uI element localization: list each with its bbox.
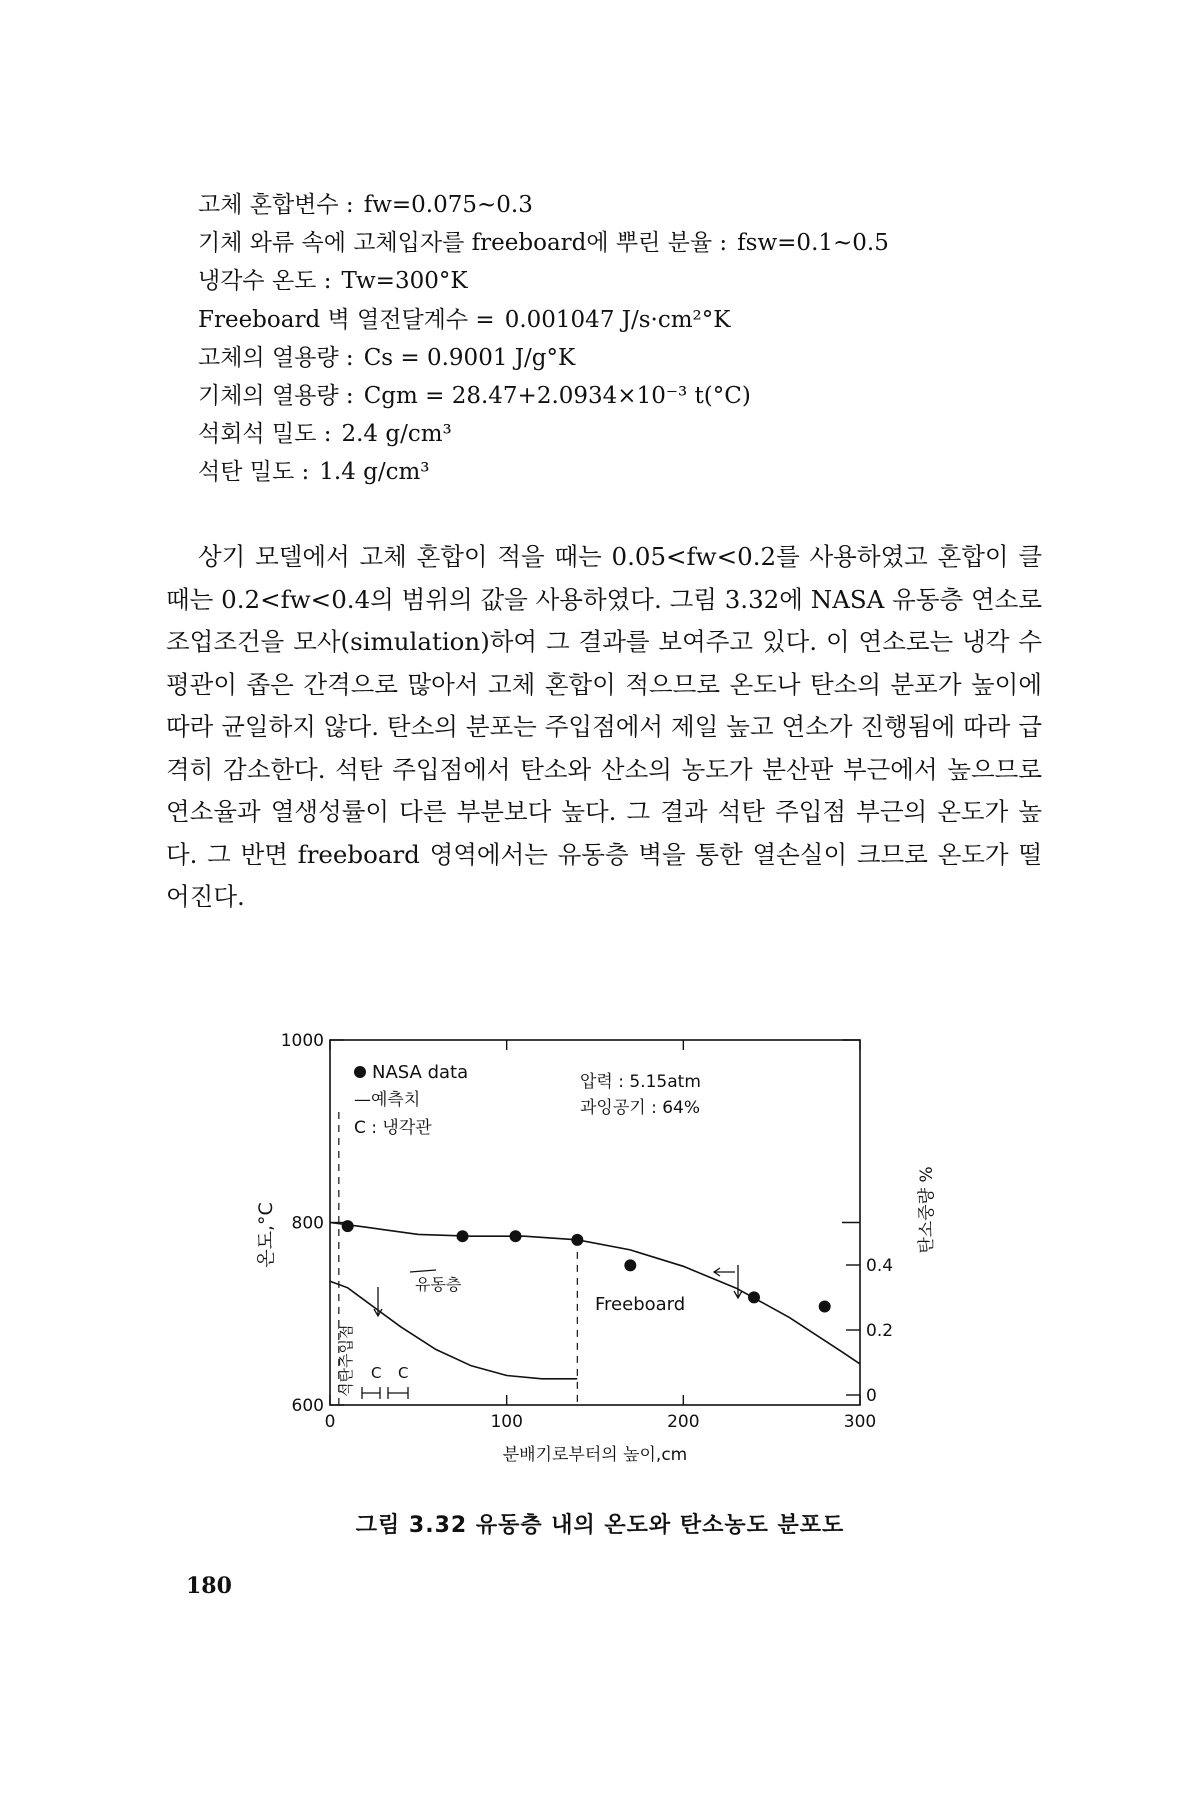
- cooling-tube-label: C: [398, 1364, 409, 1382]
- nasa-data-point: [624, 1259, 636, 1271]
- nasa-data-point: [457, 1230, 469, 1242]
- parameter-label: 석회석 밀도 :: [198, 421, 332, 448]
- y-tick-label-right: 0.2: [866, 1321, 894, 1341]
- x-axis-label: 분배기로부터의 높이,cm: [502, 1445, 688, 1465]
- parameter-line: [198, 415, 1048, 453]
- bed-pointer-arrow: [410, 1270, 436, 1272]
- parameter-value: Cs = 0.9001 J/g°K: [363, 344, 576, 371]
- x-tick-label: 200: [667, 1412, 700, 1432]
- parameter-label: 기체의 열용량 :: [198, 383, 354, 410]
- parameter-value: Tw=300°K: [341, 268, 468, 295]
- bed-label: 유동층: [415, 1275, 462, 1294]
- legend-cooling: C : 냉각관: [354, 1118, 432, 1138]
- chart-svg: [250, 1025, 970, 1465]
- parameter-label: 고체 혼합변수 :: [198, 192, 354, 218]
- parameter-value: 1.4 g/cm³: [319, 459, 430, 486]
- x-tick-label: 0: [324, 1412, 336, 1432]
- freeboard-label: Freeboard: [595, 1294, 686, 1315]
- y-axis-label-left: 온도,°C: [255, 1202, 277, 1268]
- y-tick-label-right: 0: [866, 1386, 877, 1406]
- parameter-line: [198, 301, 1048, 339]
- y-tick-label-right: 0.4: [866, 1256, 894, 1276]
- legend-predicted: —예측치: [354, 1090, 421, 1110]
- x-tick-label: 100: [490, 1412, 523, 1432]
- parameter-label: 기체 와류 속에 고체입자를 freeboard에 뿌린 분율 :: [198, 230, 728, 257]
- carbon-curve: [330, 1281, 577, 1379]
- nasa-data-point: [571, 1234, 583, 1246]
- legend-marker-icon: [354, 1066, 366, 1078]
- parameter-line: [198, 339, 1048, 377]
- parameter-line: [198, 453, 1048, 491]
- cooling-tube-bracket: [362, 1387, 408, 1399]
- parameter-line: [198, 186, 1048, 224]
- down-arrow-icon: [374, 1287, 382, 1316]
- parameter-value: 2.4 g/cm³: [341, 421, 452, 448]
- condition-pressure: 압력 : 5.15atm: [580, 1072, 701, 1092]
- left-arrow-icon: [714, 1268, 735, 1276]
- x-tick-label: 300: [843, 1412, 877, 1432]
- nasa-data-point: [342, 1220, 354, 1232]
- y-tick-label-left: 600: [291, 1396, 324, 1416]
- parameter-value: fw=0.075~0.3: [363, 192, 533, 218]
- condition-excess-air: 과잉공기 : 64%: [580, 1098, 701, 1118]
- legend-data: NASA data: [372, 1062, 469, 1083]
- parameter-label: 석탄 밀도 :: [198, 459, 310, 486]
- parameter-label: Freeboard 벽 열전달계수 =: [198, 306, 495, 333]
- y-axis-label-right: 탄소중량 %: [917, 1166, 937, 1254]
- parameter-label: 냉각수 온도 :: [198, 268, 332, 295]
- figure-caption: 그림 3.32 유동층 내의 온도와 탄소농도 분포도: [355, 1513, 845, 1538]
- parameter-value: Cgm = 28.47+2.0934×10⁻³ t(°C): [363, 383, 751, 410]
- parameter-line: [198, 262, 1048, 300]
- down-arrow-icon: [734, 1265, 742, 1298]
- cooling-tube-label: C: [371, 1364, 382, 1382]
- nasa-data-point: [819, 1300, 831, 1312]
- parameter-label: 고체의 열용량 :: [198, 344, 354, 371]
- feed-point-label: 석탄주입점: [337, 1324, 355, 1397]
- y-tick-label-left: 1000: [280, 1031, 324, 1051]
- nasa-data-point: [748, 1291, 760, 1303]
- body-paragraph: [166, 536, 1042, 919]
- y-tick-label-left: 800: [291, 1213, 324, 1234]
- parameter-value: 0.001047 J/s·cm²°K: [504, 306, 731, 333]
- page-number: 180: [186, 1573, 232, 1599]
- nasa-data-point: [510, 1230, 522, 1242]
- parameter-value: fsw=0.1~0.5: [737, 230, 889, 257]
- parameter-line: [198, 224, 1048, 262]
- parameter-line: [198, 377, 1048, 415]
- paragraph-text: 상기 모델에서 고체 혼합이 적을 때는 0.05<fw<0.2를 사용하였고 혼합이 클 때는 0.2<fw<0.4의 범위의 값을 사용하였다. 그림 3.32에 NASA 유동층 연소로 조업조건을 모사(simulation)하여 그 결과를 보여주고 있다. 이 연소로는 냉각 수평관이 좁은 간격으로 많아서 고체 혼합이 적으므로 온도나 탄소의 분포가 높이에 따라 균일하지 않다. 탄소의 분포는 주입점에서 제일 높고 연소가 진행됨에 따라 급격히 감소한다. 석탄 주입점에서 탄소와 산소의 농도가 분산판 부근에서 높으므로 연소율과 열생성률이 다른 부분보다 높다. 그 결과 석탄 주입점 부근의 온도가 높다. 그 반면 freeboard 영역에서는 유동층 벽을 통한 열손실이 크므로 온도가 떨어진다.: [166, 542, 1042, 911]
- parameter-list: [198, 186, 1048, 492]
- figure-3-32: [250, 1025, 970, 1469]
